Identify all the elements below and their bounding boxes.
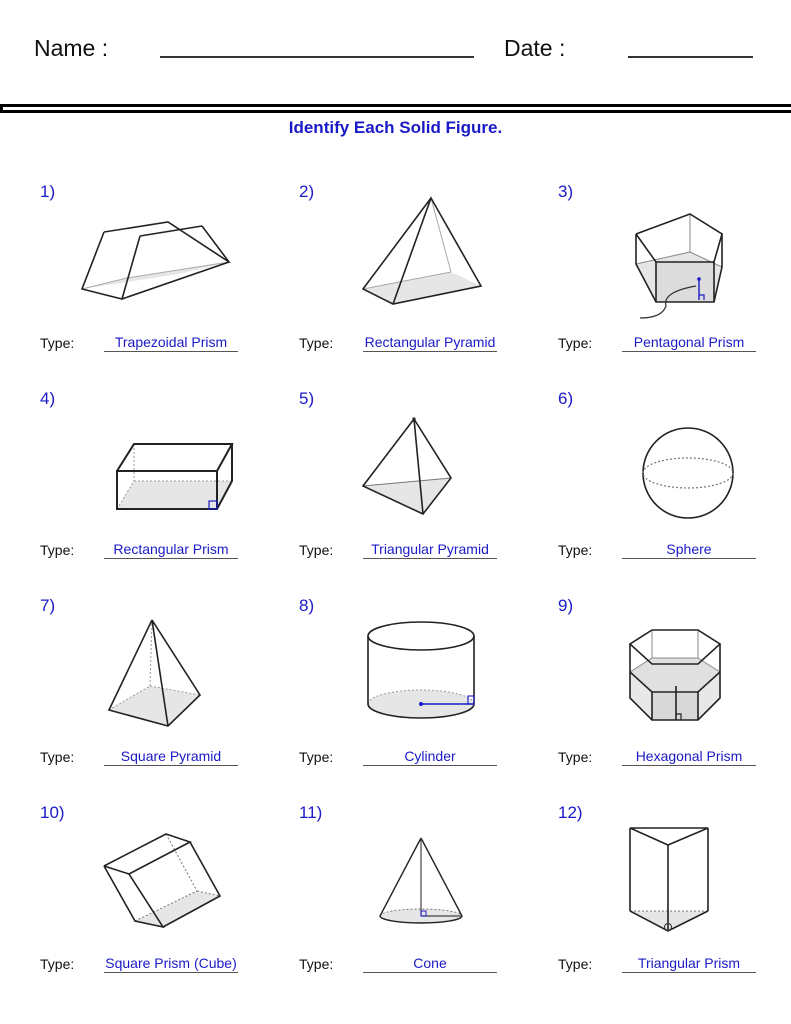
sphere-icon — [600, 401, 770, 526]
type-label: Type: — [40, 542, 75, 558]
problem-number: 2) — [299, 182, 315, 201]
type-label: Type: — [558, 335, 593, 351]
problem-number: 5) — [299, 389, 315, 408]
type-label: Type: — [299, 542, 334, 558]
type-label: Type: — [558, 749, 593, 765]
trapezoidal-prism-icon — [82, 194, 252, 319]
triangular-prism-icon — [600, 815, 770, 940]
answer-field[interactable]: Cone — [363, 955, 497, 973]
problem-number: 12) — [558, 803, 583, 822]
problem-number: 9) — [558, 596, 574, 615]
type-label: Type: — [40, 335, 75, 351]
name-label: Name : — [34, 35, 109, 61]
answer-field[interactable]: Triangular Pyramid — [363, 541, 497, 559]
problem-number: 8) — [299, 596, 315, 615]
problem-number: 11) — [299, 803, 323, 822]
answer-field[interactable]: Pentagonal Prism — [622, 334, 756, 352]
rectangular-pyramid-icon — [341, 194, 511, 319]
problem-number: 6) — [558, 389, 574, 408]
problem-5 — [281, 389, 541, 589]
type-label: Type: — [299, 956, 334, 972]
problem-1 — [22, 182, 282, 382]
answer-field[interactable]: Square Pyramid — [104, 748, 238, 766]
problem-number: 4) — [40, 389, 56, 408]
problem-4 — [22, 389, 282, 589]
problem-7 — [22, 596, 282, 796]
type-label: Type: — [558, 956, 593, 972]
header-divider — [0, 104, 791, 113]
answer-field[interactable]: Hexagonal Prism — [622, 748, 756, 766]
problem-9 — [540, 596, 791, 796]
rectangular-prism-icon — [82, 401, 252, 526]
answer-field[interactable]: Trapezoidal Prism — [104, 334, 238, 352]
answer-field[interactable]: Sphere — [622, 541, 756, 559]
type-label: Type: — [40, 956, 75, 972]
type-label: Type: — [299, 749, 334, 765]
date-field[interactable] — [628, 56, 753, 58]
problem-number: 7) — [40, 596, 56, 615]
pentagonal-prism-icon — [600, 194, 770, 319]
hexagonal-prism-icon — [600, 608, 770, 733]
problem-6 — [540, 389, 791, 589]
answer-field[interactable]: Rectangular Prism — [104, 541, 238, 559]
triangular-pyramid-icon — [341, 401, 511, 526]
type-label: Type: — [558, 542, 593, 558]
answer-field[interactable]: Square Prism (Cube) — [105, 955, 237, 971]
square-pyramid-icon — [82, 608, 252, 733]
problem-number: 10) — [40, 803, 65, 822]
cylinder-icon — [341, 608, 511, 733]
answer-field[interactable]: Triangular Prism — [622, 955, 756, 973]
page-title: Identify Each Solid Figure. — [288, 118, 503, 137]
problem-10 — [22, 803, 282, 1003]
cone-icon — [341, 815, 511, 940]
problem-3 — [540, 182, 791, 382]
problem-number: 3) — [558, 182, 574, 201]
problem-2 — [281, 182, 541, 382]
cube-icon — [82, 815, 252, 940]
problem-number: 1) — [40, 182, 56, 201]
date-label: Date : — [504, 35, 566, 61]
answer-field[interactable]: Cylinder — [363, 748, 497, 766]
problem-12 — [540, 803, 791, 1003]
name-field[interactable] — [160, 56, 474, 58]
problem-8 — [281, 596, 541, 796]
answer-field[interactable]: Rectangular Pyramid — [364, 334, 496, 350]
type-label: Type: — [40, 749, 75, 765]
problem-11 — [281, 803, 541, 1003]
type-label: Type: — [299, 335, 334, 351]
